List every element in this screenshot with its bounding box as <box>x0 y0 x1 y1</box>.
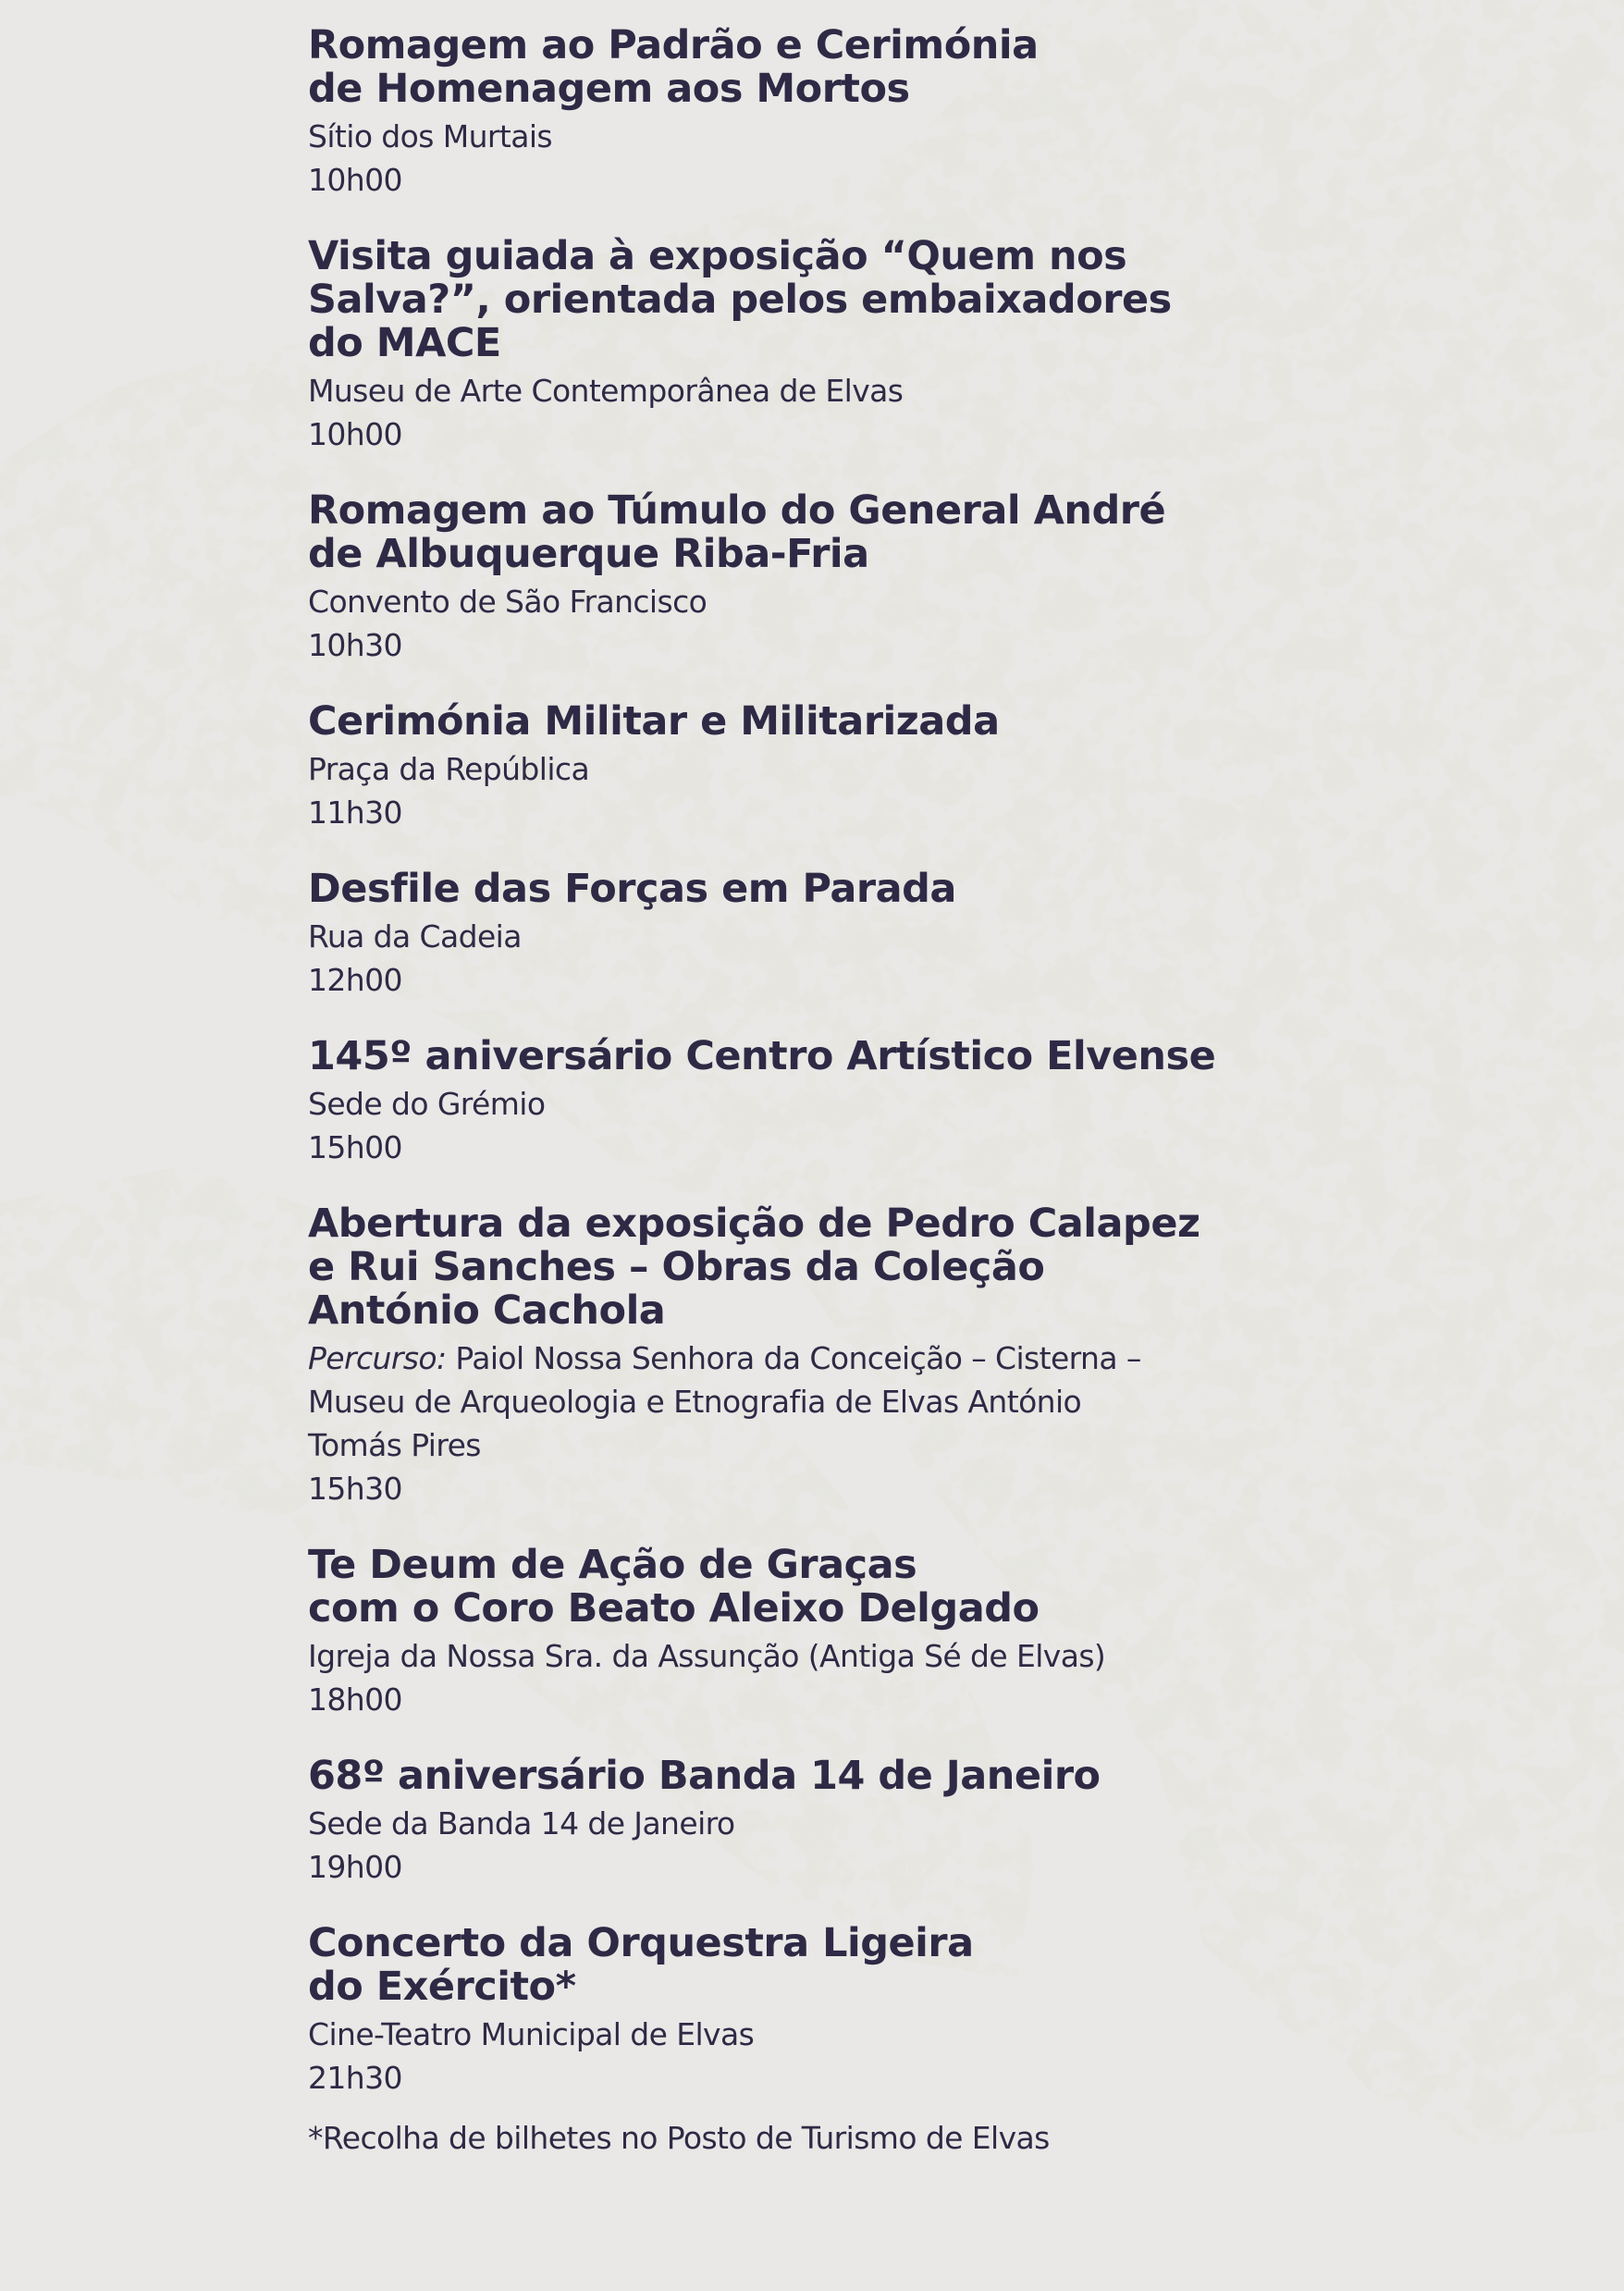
event-item <box>308 489 1270 667</box>
program-list <box>308 24 1270 2160</box>
event-time: 10h00 <box>308 162 402 198</box>
event-item <box>308 700 1270 834</box>
event-place: Sede da Banda 14 de Janeiro <box>308 1805 735 1841</box>
event-title: Romagem ao Túmulo do General André de Albuquerque Riba-Fria <box>308 487 1166 577</box>
event-item <box>308 24 1270 202</box>
event-item <box>308 1202 1270 1510</box>
event-time: 10h30 <box>308 627 402 663</box>
event-place: Sítio dos Murtais <box>308 118 552 154</box>
event-title: Romagem ao Padrão e Cerimónia de Homenagem aos Mortos <box>308 22 1039 112</box>
event-item <box>308 1544 1270 1721</box>
event-place: Igreja da Nossa Sra. da Assunção (Antiga Sé de Elvas) <box>308 1638 1106 1674</box>
event-item <box>308 868 1270 1002</box>
event-title: Cerimónia Militar e Militarizada <box>308 698 1000 745</box>
event-title: Visita guiada à exposição “Quem nos Salva?”, orientada pelos embaixadores do MACE <box>308 233 1172 366</box>
event-title: Abertura da exposição de Pedro Calapez e Rui Sanches – Obras da Coleção António Cachola <box>308 1201 1200 1334</box>
event-title: Desfile das Forças em Parada <box>308 866 956 912</box>
event-place: Rua da Cadeia <box>308 918 522 955</box>
event-time: 10h00 <box>308 416 402 452</box>
event-item <box>308 1755 1270 1889</box>
event-time: 15h00 <box>308 1129 402 1165</box>
event-time: 19h00 <box>308 1849 402 1885</box>
event-time: 18h00 <box>308 1681 402 1718</box>
event-time: 12h00 <box>308 962 402 998</box>
event-place: Praça da República <box>308 751 590 787</box>
event-route-continued: Tomás Pires <box>308 1427 481 1463</box>
ticket-footnote: *Recolha de bilhetes no Posto de Turismo de Elvas <box>308 2120 1050 2156</box>
route-label: Percurso: <box>308 1340 447 1376</box>
event-time: 21h30 <box>308 2060 402 2096</box>
event-title: Te Deum de Ação de Graças com o Coro Beato Aleixo Delgado <box>308 1542 1040 1632</box>
event-title: 145º aniversário Centro Artístico Elvense <box>308 1033 1216 1079</box>
event-route <box>308 1336 1270 1380</box>
event-title: 68º aniversário Banda 14 de Janeiro <box>308 1753 1101 1799</box>
event-item <box>308 1035 1270 1169</box>
event-item <box>308 235 1270 456</box>
event-place: Cine-Teatro Municipal de Elvas <box>308 2016 755 2052</box>
event-place: Museu de Arte Contemporânea de Elvas <box>308 373 904 409</box>
event-item <box>308 1922 1270 2100</box>
event-place: Sede do Grémio <box>308 1086 546 1122</box>
event-time: 11h30 <box>308 794 402 831</box>
event-time: 15h30 <box>308 1471 402 1507</box>
event-place: Convento de São Francisco <box>308 584 707 620</box>
event-title: Concerto da Orquestra Ligeira do Exército* <box>308 1920 974 2010</box>
route-text: Paiol Nossa Senhora da Conceição – Cisterna – <box>446 1340 1141 1376</box>
event-route-continued: Museu de Arqueologia e Etnografia de Elvas António <box>308 1384 1082 1420</box>
